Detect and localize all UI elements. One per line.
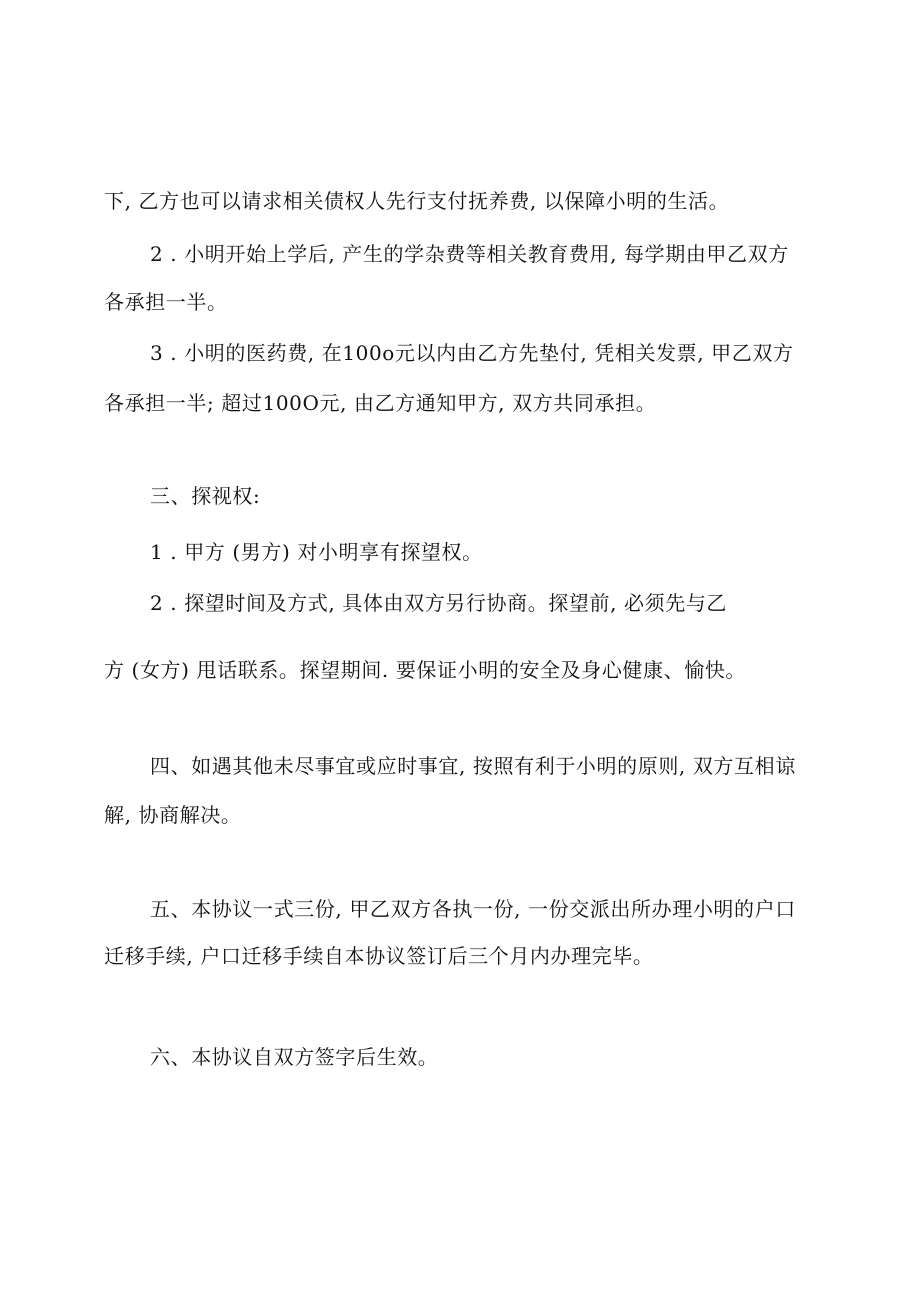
text-line-visitation-right: 1 . 甲方 (男方) 对小明享有探望权。 [150, 540, 483, 564]
section-four-other-matters-cont: 解, 协商解决。 [104, 803, 242, 827]
text-line-medical-fees: 3 . 小明的医药费, 在100o元以内由乙方先垫付, 凭相关发票, 甲乙双方 [150, 341, 794, 365]
section-four-other-matters: 四、如遇其他未尽事宜或应时事宜, 按照有利于小明的原则, 双方互相谅 [150, 754, 796, 778]
text-line-education-fees: 2 . 小明开始上学后, 产生的学杂费等相关教育费用, 每学期由甲乙双方 [150, 242, 789, 266]
text-line-visitation-terms: 2 . 探望时间及方式, 具体由双方另行协商。探望前, 必须先与乙 [150, 591, 728, 615]
text-line-education-fees-cont: 各承担一半。 [104, 290, 228, 314]
section-heading-visitation: 三、探视权: [150, 484, 261, 508]
section-five-copies-cont: 迁移手续, 户口迁移手续自本协议签订后三个月内办理完毕。 [104, 944, 654, 968]
section-six-effective: 六、本协议自双方签字后生效。 [150, 1045, 439, 1069]
text-line-visitation-terms-cont: 方 (女方) 甩话联系。探望期间. 要保证小明的安全及身心健康、愉快。 [104, 658, 747, 682]
text-line-support-payment: 下, 乙方也可以请求相关债权人先行支付抚养费, 以保障小明的生活。 [104, 189, 730, 213]
text-line-medical-fees-cont: 各承担一半; 超过100O元, 由乙方通知甲方, 双方共同承担。 [104, 391, 657, 415]
section-five-copies: 五、本协议一式三份, 甲乙双方各执一份, 一份交派出所办理小明的户口 [150, 897, 796, 921]
